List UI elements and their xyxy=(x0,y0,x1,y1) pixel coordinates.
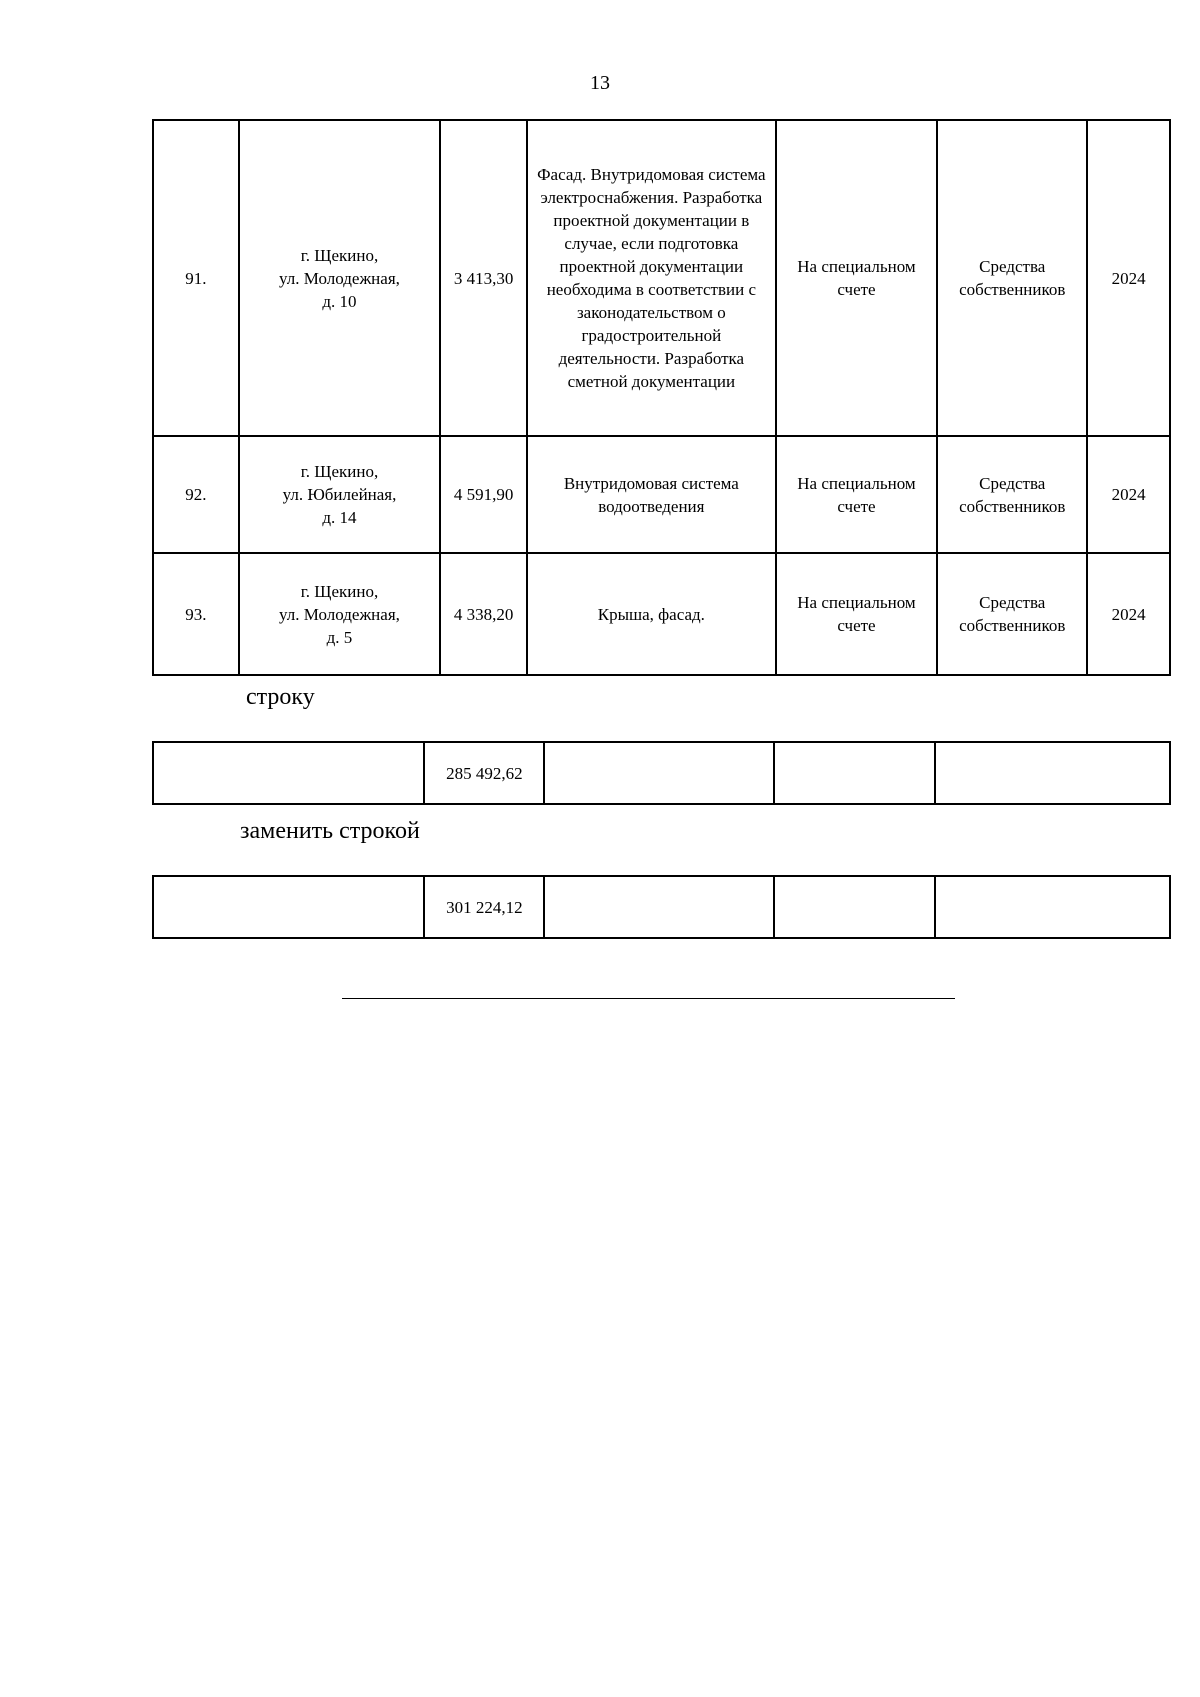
area-cell: 4 591,90 xyxy=(440,436,527,553)
year-cell: 2024 xyxy=(1087,553,1170,675)
empty-cell xyxy=(153,876,424,938)
address-city: г. Щекино, xyxy=(300,581,379,601)
area-cell: 3 413,30 xyxy=(440,120,527,436)
row-number: 91. xyxy=(153,120,239,436)
address-cell xyxy=(239,436,441,553)
address-street: ул. Молодежная, xyxy=(279,268,400,288)
empty-cell xyxy=(774,876,936,938)
table-row xyxy=(153,876,1170,938)
row-number: 93. xyxy=(153,553,239,675)
empty-cell xyxy=(935,876,1170,938)
new-total-value: 301 224,12 xyxy=(424,876,544,938)
address-street: ул. Юбилейная, xyxy=(282,485,397,504)
address-house: д. 5 xyxy=(326,627,353,647)
old-total-value: 285 492,62 xyxy=(424,742,544,804)
funding-cell: Средства собственников xyxy=(937,120,1087,436)
works-table xyxy=(152,119,1171,676)
replace-to-label: заменить строкой xyxy=(240,818,420,844)
empty-cell xyxy=(544,876,774,938)
address-cell xyxy=(239,120,441,436)
works-cell: Фасад. Внутридомовая система электроснабжения. Разработка проектной документации в случае, если подготовка проектной документации необходима в соответствии с законодательством о градостроительной деятельности. Разработка сметной документации xyxy=(527,120,776,436)
old-total-table xyxy=(152,741,1171,805)
account-cell: На специальном счете xyxy=(776,436,938,553)
replace-from-label: строку xyxy=(246,684,315,710)
year-cell: 2024 xyxy=(1087,436,1170,553)
account-cell: На специальном счете xyxy=(776,553,938,675)
empty-cell xyxy=(544,742,774,804)
address-cell xyxy=(239,553,441,675)
year-cell: 2024 xyxy=(1087,120,1170,436)
works-cell: Крыша, фасад. xyxy=(527,553,776,675)
empty-cell xyxy=(935,742,1170,804)
funding-cell: Средства собственников xyxy=(937,436,1087,553)
table-row xyxy=(153,553,1170,675)
table-row xyxy=(153,436,1170,553)
page-number: 13 xyxy=(590,72,610,94)
end-separator-line xyxy=(342,998,955,999)
account-cell: На специальном счете xyxy=(776,120,938,436)
address-city: г. Щекино, xyxy=(300,245,379,265)
address-house: д. 14 xyxy=(322,508,357,527)
address-city: г. Щекино, xyxy=(300,462,379,481)
empty-cell xyxy=(153,742,424,804)
table-row xyxy=(153,120,1170,436)
works-cell: Внутридомовая система водоотведения xyxy=(527,436,776,553)
empty-cell xyxy=(774,742,936,804)
funding-cell: Средства собственников xyxy=(937,553,1087,675)
address-house: д. 10 xyxy=(322,291,357,311)
row-number: 92. xyxy=(153,436,239,553)
new-total-table xyxy=(152,875,1171,939)
table-row xyxy=(153,742,1170,804)
area-cell: 4 338,20 xyxy=(440,553,527,675)
address-street: ул. Молодежная, xyxy=(279,604,400,624)
